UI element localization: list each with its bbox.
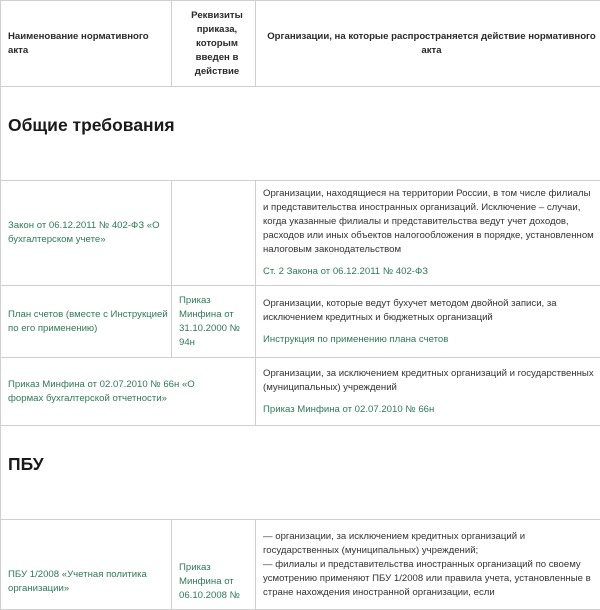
table-row: [1, 358, 600, 426]
orgs-text: Организации, находящиеся на территории России, в том числе филиалы и представительства иностранных организаций. Исключение – случаи, когда указанные филиалы и представительства ведут учет доходов, расходов или иных объектов налогообложения в порядке, установленном налоговым законодательством: [263, 187, 594, 257]
orgs-cell: [256, 286, 600, 358]
orgs-text: Организации, за исключением кредитных организаций и государственных (муниципальных) учреждений: [263, 367, 594, 395]
orgs-list-item: — филиалы и представительства иностранных организаций по своему усмотрению применяют ПБУ 1/2008 или правила учета, установленные в стране нахождения иностранной организации, если: [263, 558, 594, 600]
act-link-text[interactable]: ПБУ 1/2008 «Учетная политика организации»: [8, 569, 147, 594]
table-row: [1, 520, 600, 610]
table-row: [1, 286, 600, 358]
act-link-text[interactable]: Закон от 06.12.2011 № 402-ФЗ «О бухгалтерском учете»: [8, 220, 160, 245]
header-order-details: Реквизиты приказа, которым введен в действие: [172, 1, 256, 87]
header-act-name: Наименование нормативного акта: [1, 1, 172, 87]
orgs-cell: [256, 520, 600, 610]
act-link[interactable]: [1, 358, 256, 426]
order-link[interactable]: [172, 520, 256, 610]
reference-link[interactable]: Инструкция по применению плана счетов: [263, 333, 594, 347]
orgs-cell: [256, 358, 600, 426]
orgs-list-item: — организации, за исключением кредитных организаций и государственных (муниципальных) учреждений;: [263, 530, 594, 558]
section-title: ПБУ: [1, 426, 600, 520]
act-link-text[interactable]: План счетов (вместе с Инструкцией по его применению): [8, 309, 168, 334]
orgs-text: Организации, которые ведут бухучет методом двойной записи, за исключением кредитных и бюджетных организаций: [263, 297, 594, 325]
order-link-text[interactable]: Приказ Минфина от 31.10.2000 № 94н: [179, 295, 240, 348]
order-link[interactable]: [172, 286, 256, 358]
table-header-row: [1, 1, 600, 87]
act-link[interactable]: [1, 520, 172, 610]
section-row: [1, 426, 600, 520]
section-row: [1, 87, 600, 181]
act-link[interactable]: [1, 286, 172, 358]
section-title: Общие требования: [1, 87, 600, 181]
reference-link[interactable]: Ст. 2 Закона от 06.12.2011 № 402-ФЗ: [263, 265, 594, 279]
act-link[interactable]: [1, 181, 172, 286]
header-organizations: Организации, на которые распространяется действие нормативного акта: [256, 1, 600, 87]
table-row: [1, 181, 600, 286]
reference-link[interactable]: Приказ Минфина от 02.07.2010 № 66н: [263, 403, 594, 417]
orgs-cell: [256, 181, 600, 286]
order-cell: [172, 181, 256, 286]
act-link-text[interactable]: Приказ Минфина от 02.07.2010 № 66н «О формах бухгалтерской отчетности»: [8, 379, 195, 404]
order-link-text[interactable]: Приказ Минфина от 06.10.2008 №: [179, 562, 240, 601]
